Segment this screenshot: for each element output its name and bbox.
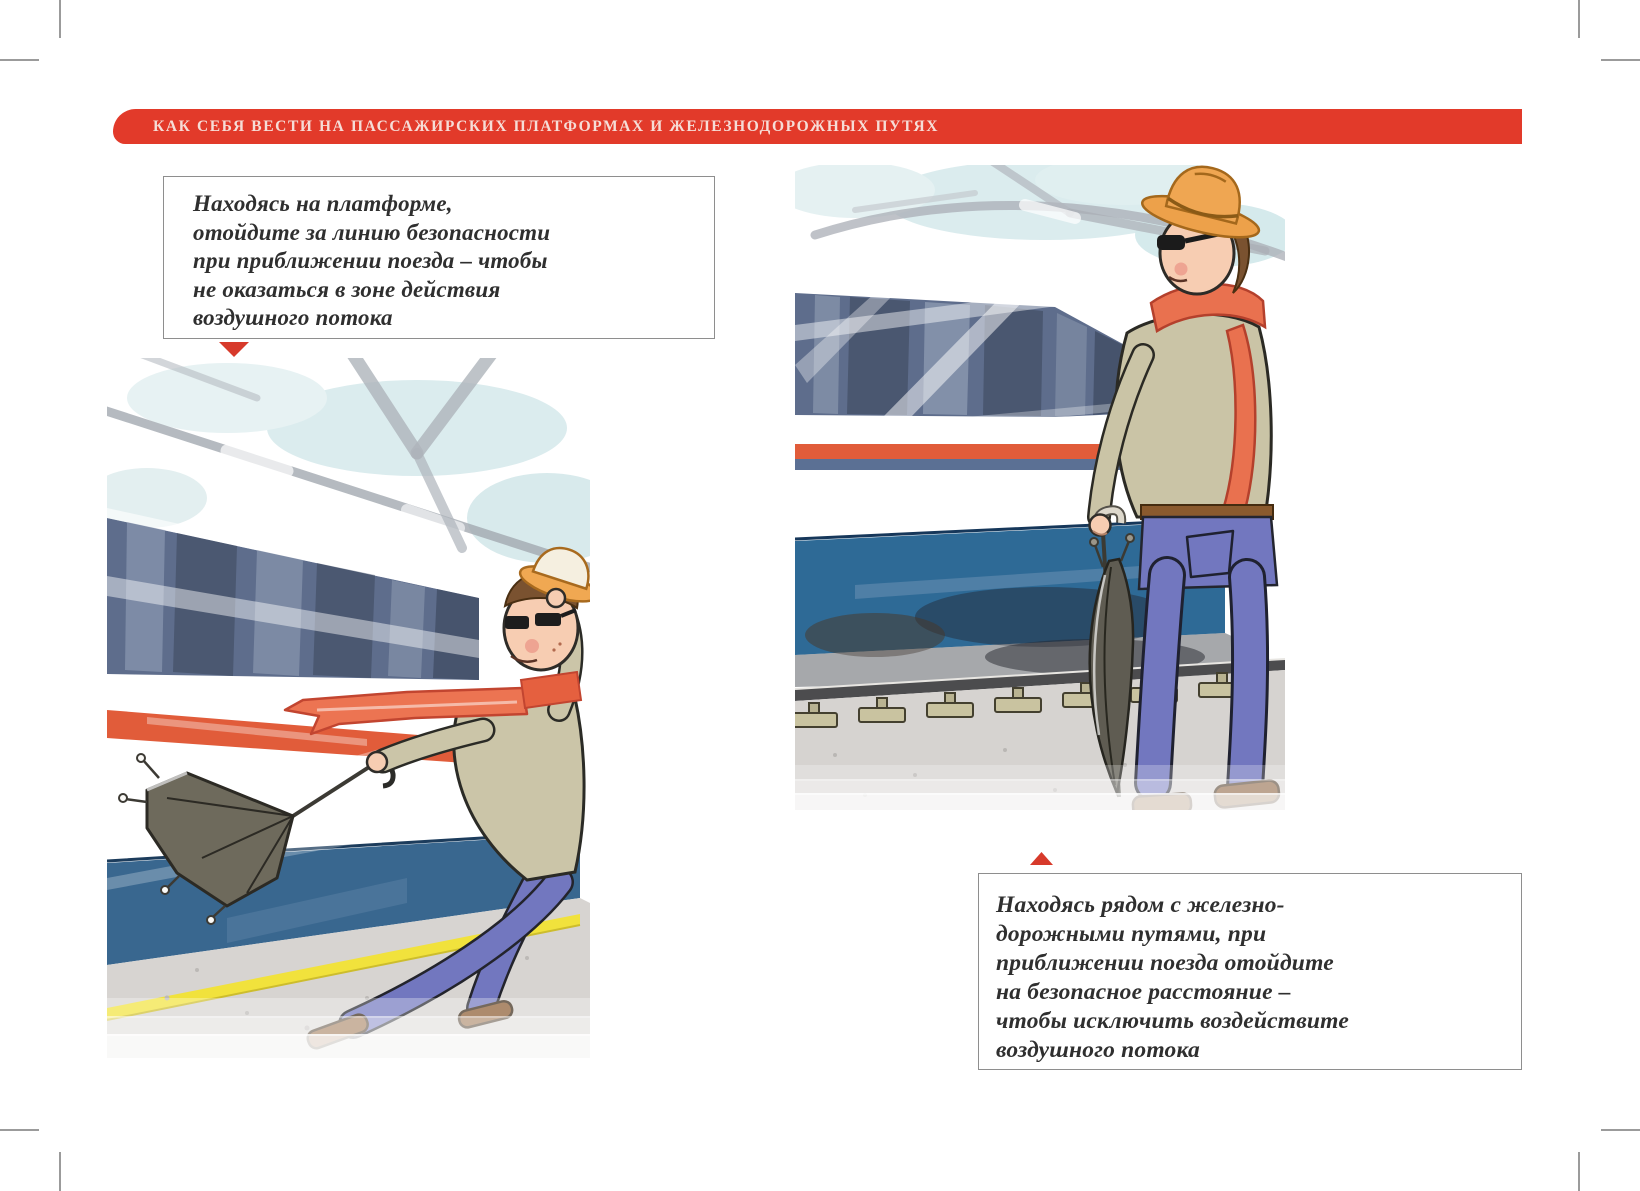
train-window-band — [107, 508, 479, 680]
callout-tracks-line: дорожными путями, при — [996, 921, 1267, 947]
platform-scene-drawing — [107, 358, 590, 1060]
section-title: КАК СЕБЯ ВЕСТИ НА ПАССАЖИРСКИХ ПЛАТФОРМАХ И ЖЕЛЕЗНОДОРОЖНЫХ ПУТЯХ — [153, 118, 940, 135]
illustration-tracks-scene — [795, 165, 1285, 810]
callout-platform — [163, 176, 715, 339]
tracks-scene-drawing — [795, 165, 1285, 810]
crop-mark-bottom-right-h — [1601, 1129, 1640, 1131]
callout-platform-line: воздушного потока — [193, 305, 393, 330]
crop-mark-top-left-h — [0, 59, 39, 61]
crop-mark-bottom-left-v — [59, 1152, 61, 1191]
callout-pointer-up-icon — [1030, 852, 1053, 865]
crop-mark-top-left-v — [59, 0, 61, 38]
callout-platform-line: не оказаться в зоне действия — [193, 276, 501, 302]
crop-mark-top-right-h — [1601, 59, 1640, 61]
sunglasses-icon — [1157, 235, 1185, 250]
callout-platform-line: отойдите за линию безопасности — [193, 219, 551, 245]
callout-pointer-down-icon — [219, 342, 249, 357]
bottom-fade — [107, 998, 590, 1060]
callout-tracks-line: приближении поезда отойдите — [996, 950, 1334, 976]
callout-tracks-line: Находясь рядом с железно- — [996, 892, 1285, 918]
callout-platform-line: Находясь на платформе, — [193, 191, 453, 216]
callout-tracks-line: воздушного потока — [996, 1037, 1200, 1063]
callout-tracks-line: чтобы исключить воздействите — [996, 1008, 1349, 1034]
crop-mark-bottom-left-h — [0, 1129, 39, 1131]
hand — [1090, 515, 1111, 536]
callout-tracks-line: на безопасное расстояние – — [996, 979, 1291, 1005]
crop-mark-bottom-right-v — [1578, 1152, 1580, 1191]
illustration-platform-scene — [107, 358, 590, 1060]
crop-mark-top-right-v — [1578, 0, 1580, 38]
callout-tracks — [978, 873, 1522, 1070]
callout-platform-line: при приближении поезда – чтобы — [193, 248, 548, 273]
bottom-fade — [795, 765, 1285, 810]
section-header-band — [113, 109, 1522, 144]
